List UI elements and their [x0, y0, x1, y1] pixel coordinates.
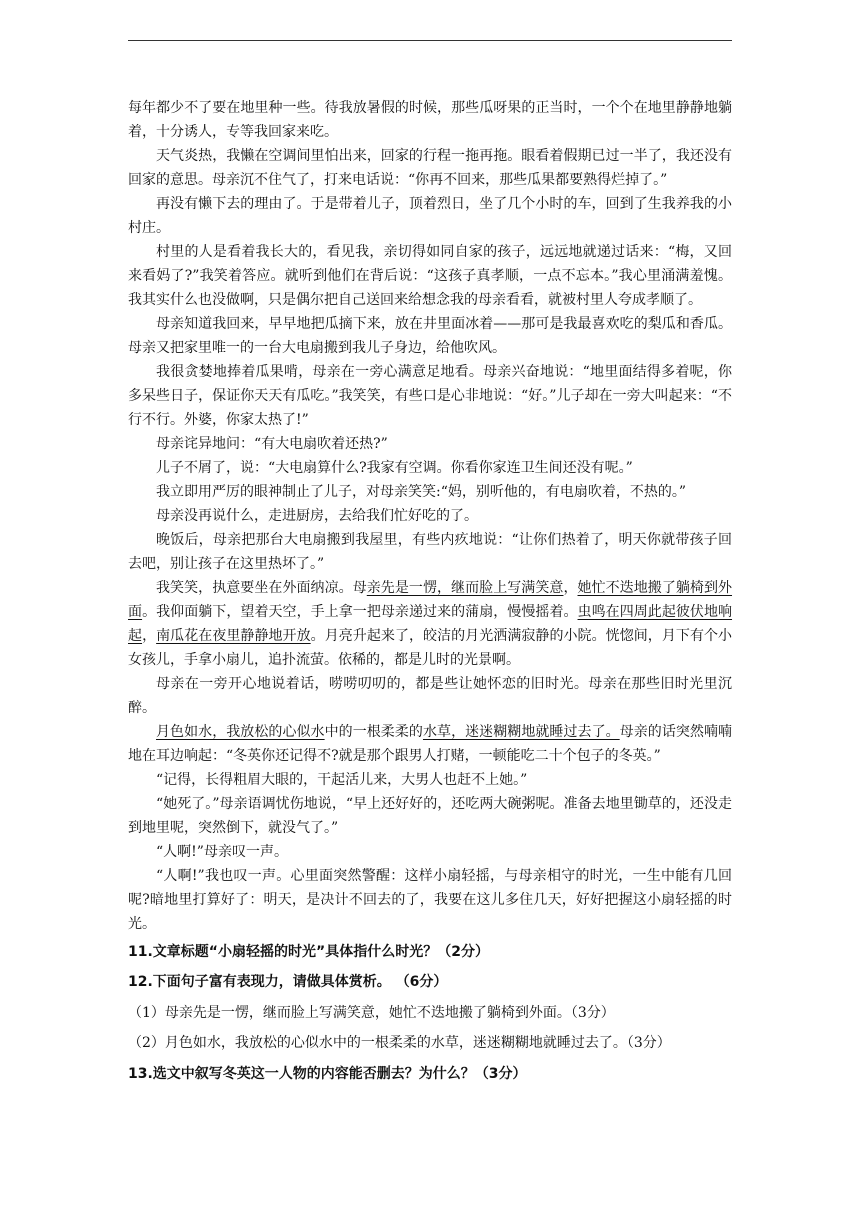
passage-paragraph: “人啊!”母亲叹一声。 — [156, 844, 288, 860]
passage-paragraph: 我立即用严厉的眼神制止了儿子，对母亲笑笑:“妈，别听他的，有电扇吹着，不热的。” — [156, 484, 687, 500]
passage-paragraph: 母亲诧异地问：“有大电扇吹着还热?” — [156, 436, 388, 452]
passage-paragraph: “人啊!”我也叹一声。心里面突然警醒：这样小扇轻摇，与母亲相守的时光，一生中能有几回呢?暗地里打算好了：明天，是决计不回去的了，我要在这儿多住几天，好好把握这小扇轻摇的时光。 — [128, 868, 732, 932]
passage-paragraph: 母亲在一旁开心地说着话，唠唠叨叨的，都是些让她怀恋的旧时光。母亲在那些旧时光里沉醉。 — [128, 676, 732, 716]
passage-paragraph-underlined — [128, 720, 732, 768]
question-12: 12.下面句子富有表现力，请做具体赏析。 （6分） — [128, 974, 448, 990]
text-run: 母亲的话突然喃喃地在耳边响起：“冬英你还记得不?就是那个跟男人打赌，一顿能吃二十个包子的冬英。” — [128, 724, 733, 764]
text-run: 。月亮升起来了，皎洁的月光洒满寂静的小院。恍惚间，月下有个小女孩儿，手拿小扇儿，追扑流萤。依稀的，都是儿时的光景啊。 — [128, 628, 733, 668]
passage-paragraph-underlined — [128, 576, 732, 672]
question-11: 11.文章标题“小扇轻摇的时光”具体指什么时光？（2分） — [128, 944, 489, 960]
passage-paragraph: 再没有懒下去的理由了。于是带着儿子，顶着烈日，坐了几个小时的车，回到了生我养我的小村庄。 — [128, 196, 732, 236]
passage-paragraph: “记得，长得粗眉大眼的，干起活儿来，大男人也赶不上她。” — [156, 772, 528, 788]
question-12-part-2: （2）月色如水，我放松的心似水中的一根柔柔的水草，迷迷糊糊地就睡过去了。（3分） — [128, 1035, 671, 1051]
question-12-part-1: （1）母亲先是一愣，继而脸上写满笑意，她忙不迭地搬了躺椅到外面。（3分） — [128, 1005, 615, 1021]
text-run: ， — [563, 580, 578, 596]
passage-paragraph: 晚饭后，母亲把那台大电扇搬到我屋里，有些内疚地说：“让你们热着了，明天你就带孩子回去吧，别让孩子在这里热坏了。” — [128, 532, 732, 572]
passage-paragraph: 村里的人是看着我长大的，看见我，亲切得如同自家的孩子，远远地就递过话来：“梅，又回来看妈了?”我笑着答应。就听到他们在背后说：“这孩子真孝顺，一点不忘本。”我心里涌满羞愧。我其实什么也没做啊，只是偶尔把自己送回来给想念我的母亲看看，就被村里人夸成孝顺了。 — [128, 244, 732, 308]
passage-paragraph: 每年都少不了要在地里种一些。待我放暑假的时候，那些瓜呀果的正当时，一个个在地里静静地躺着，十分诱人，专等我回家来吃。 — [128, 100, 732, 140]
passage-paragraph: 天气炎热，我懒在空调间里怕出来，回家的行程一拖再拖。眼看着假期已过一半了，我还没有回家的意思。母亲沉不住气了，打来电话说：“你再不回来，那些瓜果都要熟得烂掉了。” — [128, 148, 732, 188]
text-run: ， — [142, 628, 157, 644]
underlined-sentence: 水草，迷迷糊糊地就睡过去了。 — [422, 724, 620, 740]
passage-paragraph: 母亲没再说什么，走进厨房，去给我们忙好吃的了。 — [156, 508, 478, 524]
underlined-sentence: 南瓜花在夜里静静地开放 — [156, 628, 311, 644]
passage-paragraph: “她死了。”母亲语调忧伤地说，“早上还好好的，还吃两大碗粥呢。准备去地里锄草的，还没走到地里呢，突然倒下，就没气了。” — [128, 796, 732, 836]
passage-paragraph: 儿子不屑了，说：“大电扇算什么?我家有空调。你看你家连卫生间还没有呢。” — [156, 460, 633, 476]
document-body — [128, 96, 732, 1090]
passage-paragraph: 母亲知道我回来，早早地把瓜摘下来，放在井里面冰着——那可是我最喜欢吃的梨瓜和香瓜。母亲又把家里唯一的一台大电扇搬到我儿子身边，给他吹风。 — [128, 316, 732, 356]
underlined-sentence: 亲先是一愣，继而脸上写满笑意 — [366, 580, 564, 596]
underlined-sentence: 虫鸣在四周此起彼伏地响起 — [128, 604, 733, 644]
text-run: 。我仰面躺下，望着天空，手上拿一把母亲递过来的蒲扇，慢慢摇着。 — [142, 604, 578, 620]
passage-paragraph: 我很贪婪地捧着瓜果啃，母亲在一旁心满意足地看。母亲兴奋地说：“地里面结得多着呢，你多呆些日子，保证你天天有瓜吃。”我笑笑，有些口是心非地说：“好。”儿子却在一旁大叫起来：“不行不行。外婆，你家太热了!” — [128, 364, 732, 428]
text-run: 我笑笑，执意要坐在外面纳凉。母 — [156, 580, 367, 596]
header-rule — [128, 40, 732, 41]
question-13: 13.选文中叙写冬英这一人物的内容能否删去？为什么？（3分） — [128, 1066, 527, 1082]
underlined-sentence: 她忙不迭地搬了躺椅到外面 — [128, 580, 733, 620]
underlined-sentence: 月色如水，我放松的心似水 — [156, 724, 325, 740]
text-run: 中的一根柔柔的 — [324, 724, 423, 740]
